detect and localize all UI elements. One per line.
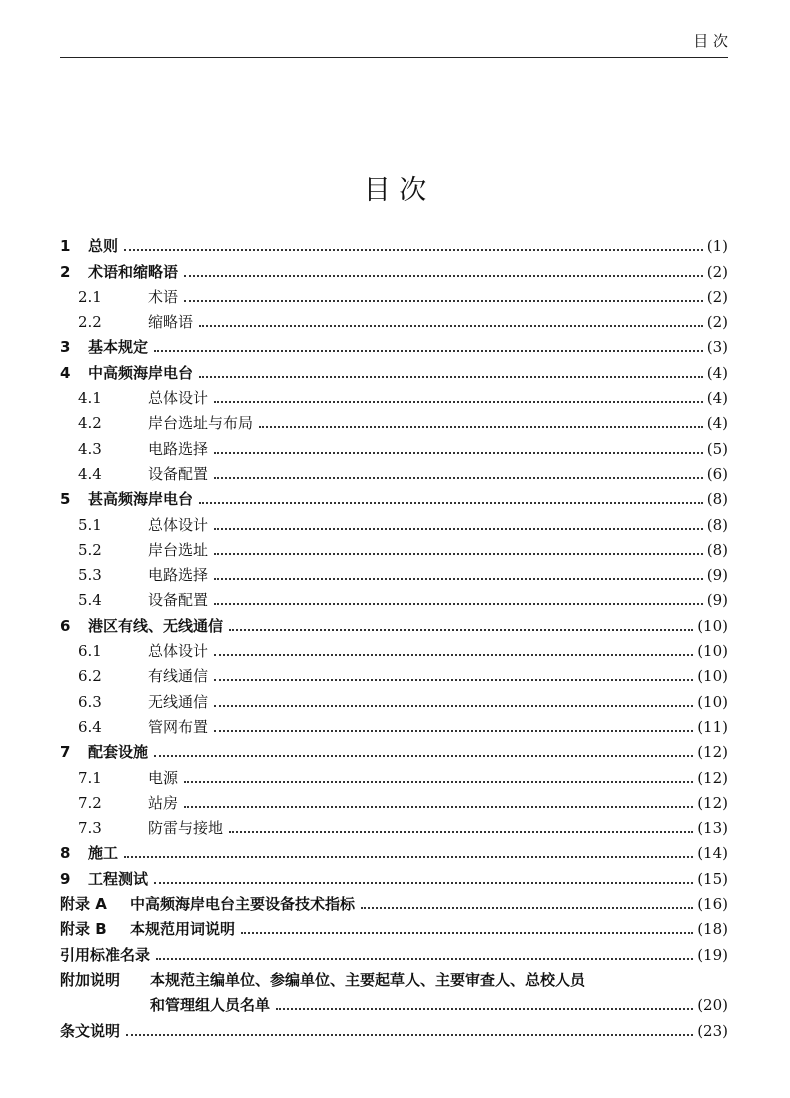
toc-entry-page: (3) <box>706 338 728 357</box>
toc-entry-page: (1) <box>706 237 728 256</box>
leader-dots <box>229 831 693 833</box>
toc-entry-label: 防雷与接地 <box>148 819 224 838</box>
toc-entry-number: 9 <box>60 869 71 888</box>
toc-entry-label: 术语和缩略语 <box>88 262 179 281</box>
toc-entry-label: 岸台选址 <box>148 540 209 559</box>
toc-entry[interactable] <box>60 483 728 508</box>
toc-entry-number: 2.2 <box>78 313 102 332</box>
toc-entry-page: (11) <box>697 717 728 736</box>
toc-entry-page: (4) <box>706 389 728 408</box>
toc-entry-page: (10) <box>697 692 728 711</box>
toc-entry-number: 4.1 <box>78 389 102 408</box>
toc-entry-number: 6.2 <box>78 667 102 686</box>
page-title: 目 次 <box>363 175 427 206</box>
leader-dots <box>241 932 693 934</box>
toc-entry-label: 电源 <box>148 768 179 787</box>
toc-entry-number: 7 <box>60 743 71 762</box>
toc-entry-label: 设备配置 <box>148 464 209 483</box>
toc-entry-label: 工程测试 <box>88 869 149 888</box>
leader-dots <box>199 502 703 504</box>
leader-dots <box>184 806 693 808</box>
toc-entry[interactable] <box>60 407 728 432</box>
toc-entry-page: (13) <box>697 819 728 838</box>
toc-entry-label: 有线通信 <box>148 667 209 686</box>
toc-entry-label: 总体设计 <box>148 389 209 408</box>
toc-entry-label: 条文说明 <box>60 1021 121 1040</box>
toc-entry-label: 电路选择 <box>148 566 209 585</box>
toc-entry-label: 岸台选址与布局 <box>148 414 254 433</box>
toc-entry-number: 5.3 <box>78 566 102 585</box>
toc-entry-page: (12) <box>697 743 728 762</box>
toc-entry-page: (2) <box>706 287 728 306</box>
toc-entry-number: 附加说明 <box>60 970 121 989</box>
toc-entry-number: 4.2 <box>78 414 102 433</box>
toc-entry-label: 管网布置 <box>148 717 209 736</box>
toc-entry-number: 8 <box>60 844 71 863</box>
toc-entry-label: 配套设施 <box>88 743 149 762</box>
leader-dots <box>214 730 693 732</box>
toc-entry-number: 2 <box>60 262 71 281</box>
leader-dots <box>184 300 703 302</box>
leader-dots <box>154 350 703 352</box>
toc-entry-page: (12) <box>697 768 728 787</box>
toc-entry-number: 7.2 <box>78 793 102 812</box>
toc-entry-page: (8) <box>706 515 728 534</box>
leader-dots <box>214 679 693 681</box>
toc-entry-label: 电路选择 <box>148 439 209 458</box>
toc-entry[interactable] <box>60 534 728 559</box>
toc-entry[interactable] <box>60 685 728 710</box>
toc-entry-addendum-continued[interactable] <box>60 989 728 1014</box>
toc-entry[interactable] <box>60 913 728 938</box>
toc-entry-number: 6.4 <box>78 717 102 736</box>
toc-entry[interactable] <box>60 306 728 331</box>
toc-entry-label: 基本规定 <box>88 338 149 357</box>
toc-entry-label: 无线通信 <box>148 692 209 711</box>
toc-entry-number: 附录 A <box>60 895 107 914</box>
toc-entry[interactable] <box>60 255 728 280</box>
leader-dots <box>154 882 693 884</box>
toc-entry-number: 4.3 <box>78 439 102 458</box>
toc-entry-page: (15) <box>697 869 728 888</box>
toc-entry-page: (2) <box>706 313 728 332</box>
toc-entry[interactable] <box>60 230 728 255</box>
toc-entry-label: 缩略语 <box>148 313 194 332</box>
leader-dots <box>124 249 703 251</box>
toc-entry[interactable] <box>60 559 728 584</box>
toc-entry-label: 港区有线、无线通信 <box>88 616 224 635</box>
toc-entry-page: (2) <box>706 262 728 281</box>
toc-entry[interactable] <box>60 458 728 483</box>
toc-entry-number: 1 <box>60 237 71 256</box>
toc-entry-label: 术语 <box>148 287 179 306</box>
toc-entry-label: 设备配置 <box>148 591 209 610</box>
toc-entry-number: 4 <box>60 363 71 382</box>
leader-dots <box>126 1034 693 1036</box>
toc-entry-label: 和管理组人员名单 <box>150 996 271 1015</box>
toc-entry-page: (10) <box>697 667 728 686</box>
leader-dots <box>276 1008 693 1010</box>
toc-entry[interactable] <box>60 938 728 963</box>
toc-entry[interactable] <box>60 660 728 685</box>
toc-entry-label: 中高频海岸电台主要设备技术指标 <box>130 895 356 914</box>
toc-entry-label: 总则 <box>88 237 119 256</box>
toc-entry-number: 4.4 <box>78 464 102 483</box>
leader-dots <box>214 477 703 479</box>
leader-dots <box>199 325 703 327</box>
toc-entry-page: (12) <box>697 793 728 812</box>
toc-entry[interactable] <box>60 356 728 381</box>
leader-dots <box>184 781 693 783</box>
leader-dots <box>214 578 703 580</box>
toc-entry[interactable] <box>60 787 728 812</box>
leader-dots <box>259 426 703 428</box>
toc-entry[interactable] <box>60 888 728 913</box>
header-rule <box>60 57 728 58</box>
toc-entry[interactable] <box>60 584 728 609</box>
toc-entry-label: 中高频海岸电台 <box>88 363 194 382</box>
toc-entry[interactable] <box>60 761 728 786</box>
leader-dots <box>214 401 703 403</box>
running-header: 目 次 <box>693 32 728 50</box>
toc-entry-label: 站房 <box>148 793 179 812</box>
toc-entry[interactable] <box>60 432 728 457</box>
toc-entry-page: (18) <box>697 920 728 939</box>
leader-dots <box>229 629 693 631</box>
toc-entry-label: 本规范用词说明 <box>130 920 236 939</box>
toc-entry-page: (4) <box>706 363 728 382</box>
toc-entry-number: 5.1 <box>78 515 102 534</box>
toc-entry-addendum[interactable] <box>60 964 728 989</box>
toc-entry-page: (6) <box>706 464 728 483</box>
toc-entry[interactable] <box>60 837 728 862</box>
toc-entry-label: 甚高频海岸电台 <box>88 490 194 509</box>
toc-entry-page: (19) <box>697 945 728 964</box>
toc-entry-label: 施工 <box>88 844 119 863</box>
toc-entry-page: (10) <box>697 642 728 661</box>
toc-entry-page: (9) <box>706 566 728 585</box>
toc-entry-page: (5) <box>706 439 728 458</box>
leader-dots <box>156 958 693 960</box>
toc-entry-number: 7.3 <box>78 819 102 838</box>
toc-entry[interactable] <box>60 812 728 837</box>
toc-entry-page: (14) <box>697 844 728 863</box>
toc-entry[interactable] <box>60 736 728 761</box>
toc-entry-page: (16) <box>697 895 728 914</box>
toc-entry-page: (4) <box>706 414 728 433</box>
toc-entry-number: 2.1 <box>78 287 102 306</box>
leader-dots <box>214 553 703 555</box>
toc-entry[interactable] <box>60 382 728 407</box>
toc-entry-label: 总体设计 <box>148 642 209 661</box>
toc-entry-label: 引用标准名录 <box>60 945 151 964</box>
leader-dots <box>154 755 693 757</box>
toc-entry-page: (8) <box>706 490 728 509</box>
toc-entry-number: 6.1 <box>78 642 102 661</box>
leader-dots <box>361 907 693 909</box>
toc-entry[interactable] <box>60 635 728 660</box>
table-of-contents <box>60 230 728 1040</box>
leader-dots <box>214 528 703 530</box>
leader-dots <box>214 654 693 656</box>
toc-entry-page: (20) <box>697 996 728 1015</box>
toc-entry-number: 7.1 <box>78 768 102 787</box>
leader-dots <box>124 856 693 858</box>
toc-entry-page: (23) <box>697 1021 728 1040</box>
toc-entry-label: 本规范主编单位、参编单位、主要起草人、主要审查人、总校人员 <box>150 970 586 989</box>
leader-dots <box>214 452 703 454</box>
leader-dots <box>199 376 703 378</box>
toc-entry[interactable] <box>60 711 728 736</box>
toc-entry-number: 3 <box>60 338 71 357</box>
toc-entry-page: (10) <box>697 616 728 635</box>
toc-entry-label: 总体设计 <box>148 515 209 534</box>
toc-entry-number: 5 <box>60 490 71 509</box>
toc-entry-page: (9) <box>706 591 728 610</box>
leader-dots <box>184 275 703 277</box>
toc-entry[interactable] <box>60 609 728 634</box>
toc-entry-explanation[interactable] <box>60 1014 728 1039</box>
toc-entry-number: 5.4 <box>78 591 102 610</box>
toc-entry-number: 6.3 <box>78 692 102 711</box>
toc-entry-number: 6 <box>60 616 71 635</box>
toc-entry[interactable] <box>60 331 728 356</box>
toc-entry[interactable] <box>60 862 728 887</box>
leader-dots <box>214 705 693 707</box>
toc-entry-page: (8) <box>706 540 728 559</box>
leader-dots <box>214 603 703 605</box>
toc-entry-number: 附录 B <box>60 920 107 939</box>
toc-entry-number: 5.2 <box>78 540 102 559</box>
toc-entry[interactable] <box>60 281 728 306</box>
toc-entry[interactable] <box>60 508 728 533</box>
